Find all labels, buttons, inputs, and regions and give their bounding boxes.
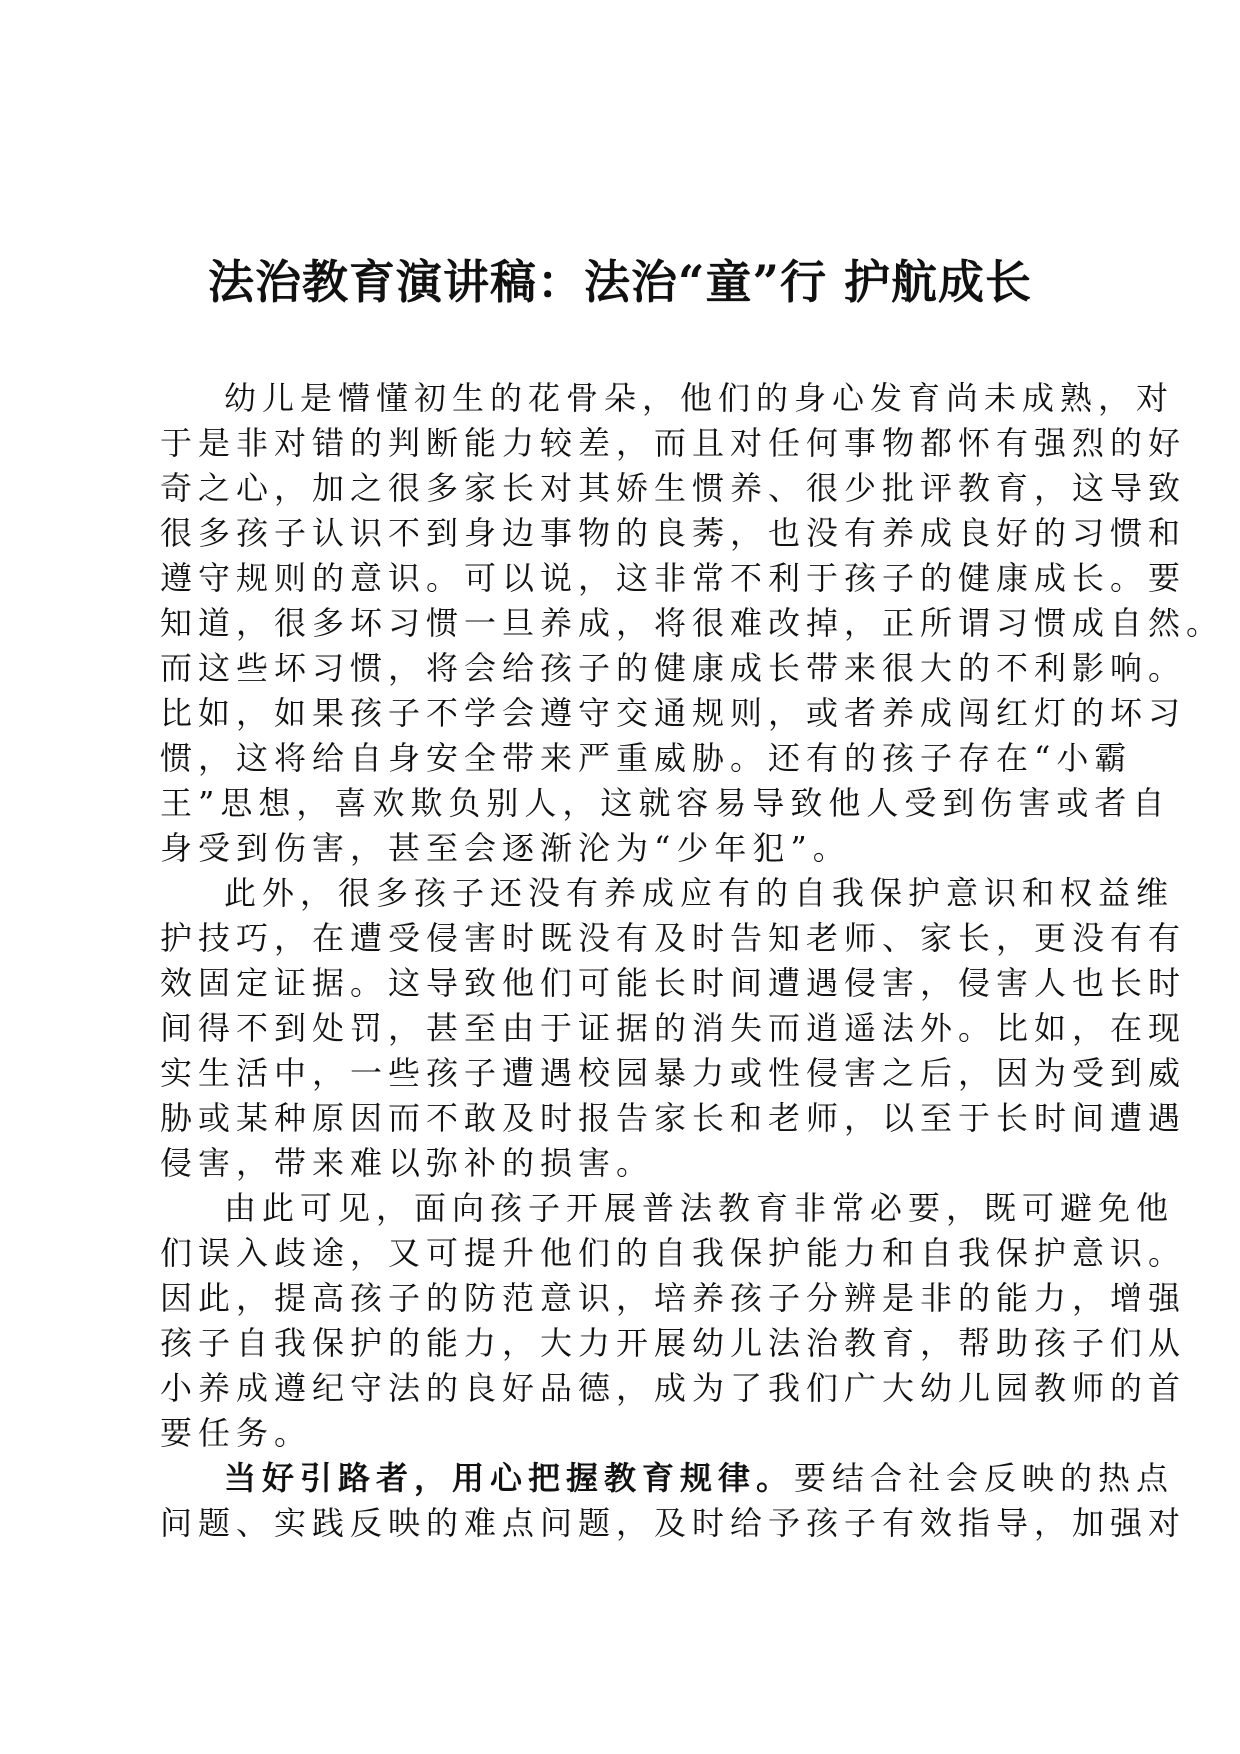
paragraph-line: 要任务。 — [160, 1414, 313, 1452]
paragraph-line: 幼儿是懵懂初生的花骨朵，他们的身心发育尚未成熟，对 — [224, 379, 1175, 417]
paragraph-line: 遵守规则的意识。可以说，这非常不利于孩子的健康成长。要 — [160, 559, 1187, 597]
paragraph-line: 胁或某种原因而不敢及时报告家长和老师，以至于长时间遭遇 — [160, 1099, 1187, 1137]
paragraph-line: 很多孩子认识不到身边事物的良莠，也没有养成良好的习惯和 — [160, 514, 1187, 552]
paragraph-line: 侵害，带来难以弥补的损害。 — [160, 1144, 655, 1182]
paragraph-text: 要结合社会反映的热点 — [794, 1459, 1175, 1497]
paragraph-4 — [160, 1456, 1187, 1546]
paragraph-line: 间得不到处罚，甚至由于证据的消失而逍遥法外。比如，在现 — [160, 1009, 1187, 1047]
paragraph-line: 孩子自我保护的能力，大力开展幼儿法治教育，帮助孩子们从 — [160, 1324, 1187, 1362]
paragraph-3 — [160, 1186, 1187, 1456]
paragraph-line: 由此可见，面向孩子开展普法教育非常必要，既可避免他 — [224, 1189, 1175, 1227]
paragraph-1 — [160, 376, 1225, 871]
paragraph-line: 比如，如果孩子不学会遵守交通规则，或者养成闯红灯的坏习 — [160, 694, 1187, 732]
paragraph-line: 王”思想，喜欢欺负别人，这就容易导致他人受到伤害或者自 — [160, 784, 1171, 822]
paragraph-line: 实生活中，一些孩子遭遇校园暴力或性侵害之后，因为受到威 — [160, 1054, 1187, 1092]
paragraph-line: 护技巧，在遭受侵害时既没有及时告知老师、家长，更没有有 — [160, 919, 1187, 957]
paragraph-line: 身受到伤害，甚至会逐渐沦为“少年犯”。 — [160, 829, 851, 867]
paragraph-line: 因此，提高孩子的防范意识，培养孩子分辨是非的能力，增强 — [160, 1279, 1187, 1317]
document-title: 法治教育演讲稿：法治“童”行 护航成长 — [208, 255, 1032, 309]
paragraph-line: 奇之心，加之很多家长对其娇生惯养、很少批评教育，这导致 — [160, 469, 1187, 507]
paragraph-line: 惯，这将给自身安全带来严重威胁。还有的孩子存在“小霸 — [160, 739, 1133, 777]
paragraph-line: 此外，很多孩子还没有养成应有的自我保护意识和权益维 — [224, 874, 1175, 912]
paragraph-line: 知道，很多坏习惯一旦养成，将很难改掉，正所谓习惯成自然。 — [160, 604, 1225, 642]
paragraph-line: 问题、实践反映的难点问题，及时给予孩子有效指导，加强对 — [160, 1504, 1187, 1542]
paragraph-line — [160, 1456, 1175, 1501]
paragraph-line: 们误入歧途，又可提升他们的自我保护能力和自我保护意识。 — [160, 1234, 1187, 1272]
paragraph-line: 效固定证据。这导致他们可能长时间遭遇侵害，侵害人也长时 — [160, 964, 1187, 1002]
paragraph-line: 小养成遵纪守法的良好品德，成为了我们广大幼儿园教师的首 — [160, 1369, 1187, 1407]
paragraph-line: 而这些坏习惯，将会给孩子的健康成长带来很大的不利影响。 — [160, 649, 1187, 687]
document-body — [160, 376, 1225, 1546]
paragraph-line: 于是非对错的判断能力较差，而且对任何事物都怀有强烈的好 — [160, 424, 1187, 462]
section-heading: 当好引路者，用心把握教育规律。 — [224, 1459, 795, 1497]
paragraph-2 — [160, 871, 1187, 1186]
